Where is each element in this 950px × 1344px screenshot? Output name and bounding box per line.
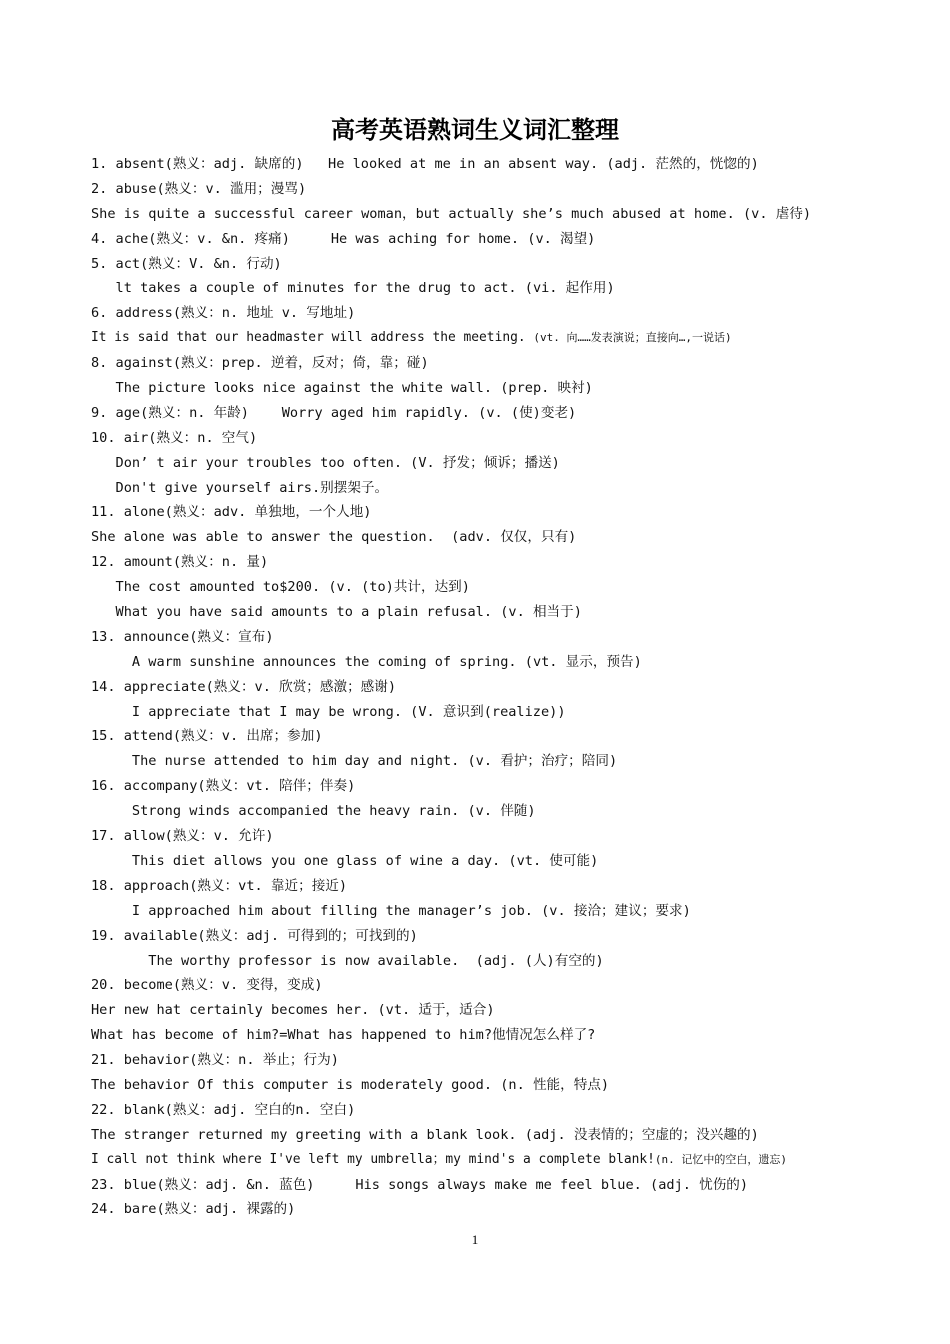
vocab-line-text: The stranger returned my greeting with a blank look. (adj. 没表情的；空虚的；没兴趣的) bbox=[91, 1126, 759, 1143]
vocab-line bbox=[91, 276, 881, 301]
vocab-line bbox=[91, 675, 881, 700]
vocab-line bbox=[91, 874, 881, 899]
vocab-line-text: 22. blank(熟义：adj. 空白的n. 空白) bbox=[91, 1101, 356, 1118]
vocab-line-note: (vt. 向……发表演说；直接向…,一说话) bbox=[533, 331, 732, 345]
vocab-line-text: It is said that our headmaster will address the meeting. bbox=[91, 330, 534, 346]
vocab-line bbox=[91, 1148, 881, 1173]
vocab-line-text: Don’ t air your troubles too often. (V. 抒发；倾诉；播送) bbox=[91, 454, 560, 471]
vocab-line bbox=[91, 774, 881, 799]
vocab-line-text: The worthy professor is now available. (adj. (人)有空的) bbox=[91, 952, 604, 969]
vocab-line-text: I approached him about filling the manager’s job. (v. 接洽；建议；要求) bbox=[91, 902, 691, 919]
vocab-line bbox=[91, 252, 881, 277]
vocab-line bbox=[91, 575, 881, 600]
vocab-line-text: 10. air(熟义：n. 空气) bbox=[91, 429, 258, 446]
vocab-line bbox=[91, 202, 881, 227]
vocab-line bbox=[91, 973, 881, 998]
page-number: 1 bbox=[471, 1232, 479, 1247]
vocab-line-text: What has become of him?=What has happened to him?他情况怎么样了? bbox=[91, 1027, 596, 1044]
vocab-line bbox=[91, 326, 881, 351]
vocab-line bbox=[91, 625, 881, 650]
vocab-line bbox=[91, 500, 881, 525]
vocab-line-text: 16. accompany(熟义：vt. 陪伴；伴奏) bbox=[91, 778, 356, 795]
vocab-line-text: 1. absent(熟义：adj. 缺席的) He looked at me in an absent way. (adj. 茫然的，恍惚的) bbox=[91, 156, 759, 172]
vocab-line-text: Strong winds accompanied the heavy rain. (v. 伴随) bbox=[91, 803, 536, 820]
vocab-line-text: I appreciate that I may be wrong. (V. 意识到(realize)) bbox=[91, 703, 566, 720]
vocab-line-text: 5. act(熟义：V. &n. 行动) bbox=[91, 255, 282, 272]
vocab-line bbox=[91, 849, 881, 874]
vocab-line-text: 14. appreciate(熟义：v. 欣赏；感激；感谢) bbox=[91, 678, 397, 695]
vocab-line-text: 12. amount(熟义：n. 量) bbox=[91, 554, 269, 571]
vocab-line-text: She is quite a successful career woman，but actually she’s much abused at home. (v. 虐待) bbox=[91, 205, 812, 222]
vocab-line-text: 11. alone(熟义：adv. 单独地，一个人地) bbox=[91, 504, 372, 521]
vocab-line bbox=[91, 749, 881, 774]
vocab-line bbox=[91, 376, 881, 401]
vocab-line-text: 20. become(熟义：v. 变得，变成) bbox=[91, 977, 323, 994]
vocab-line bbox=[91, 1073, 881, 1098]
vocab-line-text: I call not think where I've left my umbrella；my mind's a complete blank! bbox=[91, 1151, 655, 1167]
vocab-line bbox=[91, 301, 881, 326]
vocab-line bbox=[91, 152, 881, 177]
vocab-line-text: 18. approach(熟义：vt. 靠近；接近) bbox=[91, 877, 348, 894]
vocab-line-text: lt takes a couple of minutes for the drug to act. (vi. 起作用) bbox=[91, 280, 615, 297]
vocab-line-text: 23. blue(熟义：adj. &n. 蓝色) His songs always make me feel blue. (adj. 忧伤的) bbox=[91, 1176, 749, 1193]
vocab-line-text: The nurse attended to him day and night. (v. 看护；治疗；陪同) bbox=[91, 753, 618, 770]
vocab-line bbox=[91, 824, 881, 849]
vocab-line bbox=[91, 600, 881, 625]
vocab-line-text: 24. bare(熟义：adj. 裸露的) bbox=[91, 1201, 296, 1218]
vocab-line bbox=[91, 1048, 881, 1073]
vocab-line bbox=[91, 451, 881, 476]
vocab-line bbox=[91, 426, 881, 451]
vocab-line bbox=[91, 949, 881, 974]
vocab-line bbox=[91, 899, 881, 924]
vocab-line-text: This diet allows you one glass of wine a day. (vt. 使可能) bbox=[91, 852, 599, 869]
vocab-line-text: 13. announce(熟义：宣布) bbox=[91, 628, 274, 645]
vocab-line bbox=[91, 1197, 881, 1222]
vocab-line-text: 8. against(熟义：prep. 逆着，反对；倚，靠；碰) bbox=[91, 355, 429, 372]
page-title: 高考英语熟词生义词汇整理 bbox=[331, 115, 619, 144]
vocab-line bbox=[91, 924, 881, 949]
vocab-line bbox=[91, 1098, 881, 1123]
vocab-line bbox=[91, 476, 881, 501]
vocab-line-text: A warm sunshine announces the coming of spring. (vt. 显示，预告) bbox=[91, 653, 642, 670]
vocab-line bbox=[91, 998, 881, 1023]
vocab-line-text: The behavior Of this computer is moderately good. (n. 性能，特点) bbox=[91, 1076, 610, 1093]
vocab-line bbox=[91, 550, 881, 575]
vocab-line bbox=[91, 1173, 881, 1198]
vocab-line-text: Don't give yourself airs.别摆架子。 bbox=[91, 479, 389, 496]
vocab-line-text: What you have said amounts to a plain refusal. (v. 相当于) bbox=[91, 604, 582, 621]
vocab-line-text: 6. address(熟义：n. 地址 v. 写地址) bbox=[91, 305, 356, 322]
vocab-line bbox=[91, 724, 881, 749]
vocab-line-text: 4. ache(熟义：v. &n. 疼痛) He was aching for home. (v. 渴望) bbox=[91, 230, 596, 247]
vocab-line-text: 15. attend(熟义：v. 出席；参加) bbox=[91, 728, 323, 745]
vocab-line bbox=[91, 650, 881, 675]
vocab-line-text: 9. age(熟义：n. 年龄) Worry aged him rapidly. (v. (使)变老) bbox=[91, 404, 577, 421]
vocab-line-text: The picture looks nice against the white wall. (prep. 映衬) bbox=[91, 380, 593, 397]
vocab-line bbox=[91, 525, 881, 550]
vocab-line bbox=[91, 1123, 881, 1148]
vocab-line-text: 2. abuse(熟义：v. 滥用；漫骂) bbox=[91, 180, 307, 197]
vocab-line bbox=[91, 1023, 881, 1048]
vocab-line-text: 17. allow(熟义：v. 允许) bbox=[91, 828, 274, 845]
vocab-line-text: The cost amounted to$200. (v. (to)共计，达到) bbox=[91, 579, 470, 596]
vocab-line bbox=[91, 177, 881, 202]
vocab-line bbox=[91, 799, 881, 824]
vocab-line bbox=[91, 700, 881, 725]
vocab-line bbox=[91, 401, 881, 426]
vocab-line-text: 19. available(熟义：adj. 可得到的；可找到的) bbox=[91, 927, 418, 944]
vocab-line-text: 21. behavior(熟义：n. 举止；行为) bbox=[91, 1052, 339, 1069]
vocabulary-list bbox=[91, 152, 881, 1222]
vocab-line-text: Her new hat certainly becomes her. (vt. 适于，适合) bbox=[91, 1002, 495, 1019]
vocab-line-note: (n. 记忆中的空白，遗忘) bbox=[654, 1152, 788, 1166]
vocab-line-text: She alone was able to answer the question. (adv. 仅仅，只有) bbox=[91, 529, 577, 546]
vocab-line bbox=[91, 351, 881, 376]
vocab-line bbox=[91, 227, 881, 252]
